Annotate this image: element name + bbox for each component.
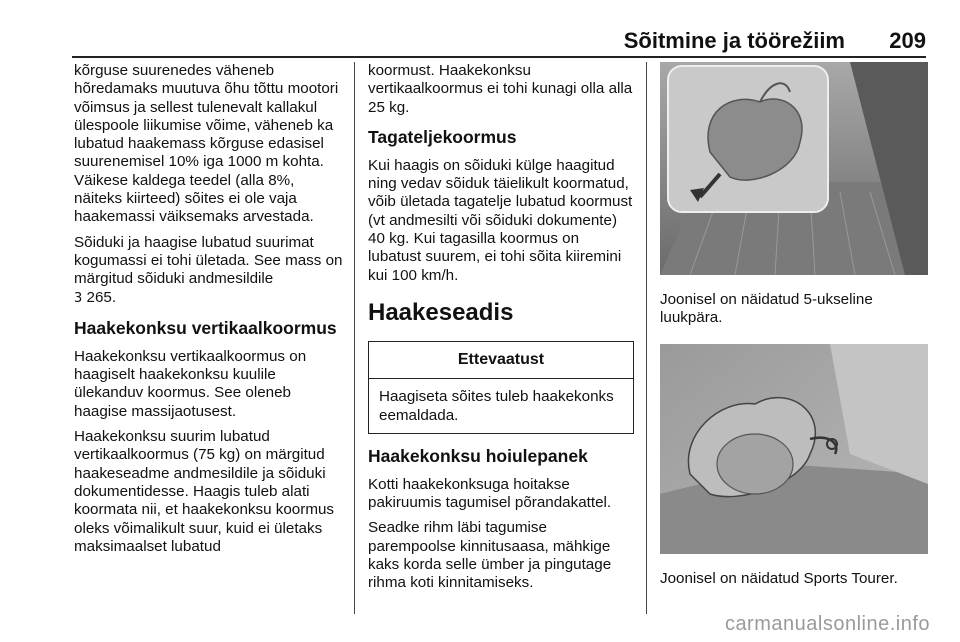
caption-hatchback: Joonisel on näidatud 5-ukseline luukpära. [660, 291, 873, 327]
paragraph-rear-axle: Kui haagis on sõiduki külge haagitud ning vedav sõiduk täielikult koormatud, võib ületada tagatelje lubatud koormust (vt andmesilti või sõiduki dokumente) 40 kg. Kui tagasilla koormus on lubatust suurem, ei tohi sõita kiiremini kui 100 km/h. [368, 156, 633, 284]
caution-box [368, 341, 634, 434]
hatchback-boot-drawing [660, 62, 928, 275]
paragraph-gross-mass: Sõiduki ja haagise lubatud suurimat kogumassi ei tohi ületada. See mass on märgitud sõiduki andmesildile 3 265. [74, 233, 343, 306]
paragraph-max-vertical-load: Haakekonksu suurim lubatud vertikaalkoormus (75 kg) on märgitud haakeseadme andmesildile ja sõiduki dokumentidesse. Haagis tuleb alati koormata nii, et haakekonksu koormus oleks võimalikult suur, kuid ei ületaks maksimaalset lubatud [74, 428, 335, 555]
illustration-hatchback-boot [660, 62, 928, 275]
column-right [660, 62, 928, 595]
sports-tourer-boot-drawing [660, 344, 928, 554]
page-reference-link[interactable]: 265. [86, 288, 117, 306]
paragraph-strap: Seadke rihm läbi tagumise parempoolse kinnitusaasa, mähkige kaks korda selle ümber ja pingutage rihma koti kinnitamiseks. [368, 519, 612, 592]
paragraph-min-load: koormust. Haakekonksu vertikaalkoormus ei tohi kunagi olla alla 25 kg. [368, 62, 633, 116]
paragraph-altitude: kõrguse suurenedes väheneb hõredamaks muutuva õhu tõttu mootori võimsus ja sellest tulenevalt kallakul ülespoole liikumise võime, väheneb ka lubatud haakemass kõrguse edasisel suurenemisel 10% iga 1000 m kohta. Väikese kaldega teedel (alla 8%, näiteks kiirteed) sõites ei ole vaja haakemassi väiksemaks arvestada. [74, 62, 339, 226]
heading-towing-equipment: Haakeseadis [368, 298, 514, 326]
page-number: 209 [889, 28, 926, 53]
column-divider [354, 62, 355, 614]
caution-title: Ettevaatust [369, 342, 633, 379]
column-divider [646, 62, 647, 614]
heading-vertical-load: Haakekonksu vertikaalkoormus [74, 317, 337, 338]
page-header [0, 0, 960, 60]
caution-text: Haagiseta sõites tuleb haakekonks eemaldada. [379, 388, 614, 424]
watermark-text: carmanualsonline.info [724, 613, 930, 635]
heading-storage: Haakekonksu hoiulepanek [368, 445, 588, 466]
column-left [74, 62, 346, 563]
column-middle [368, 62, 634, 600]
caption-sports-tourer: Joonisel on näidatud Sports Tourer. [660, 569, 898, 587]
page-reference-icon: 3 [74, 290, 83, 306]
illustration-sports-tourer-boot [660, 344, 928, 554]
paragraph-vertical-load: Haakekonksu vertikaalkoormus on haagiselt haakekonksu kuulile ülekanduv koormus. See oleneb haagise massijaotusest. [74, 347, 307, 420]
heading-rear-axle: Tagateljekoormus [368, 126, 517, 147]
page-title: Sõitmine ja töörežiim [623, 28, 845, 53]
paragraph-storage-bag: Kotti haakekonksuga hoitakse pakiruumis tagumisel põrandakattel. [368, 475, 612, 512]
header-rule [72, 56, 926, 58]
